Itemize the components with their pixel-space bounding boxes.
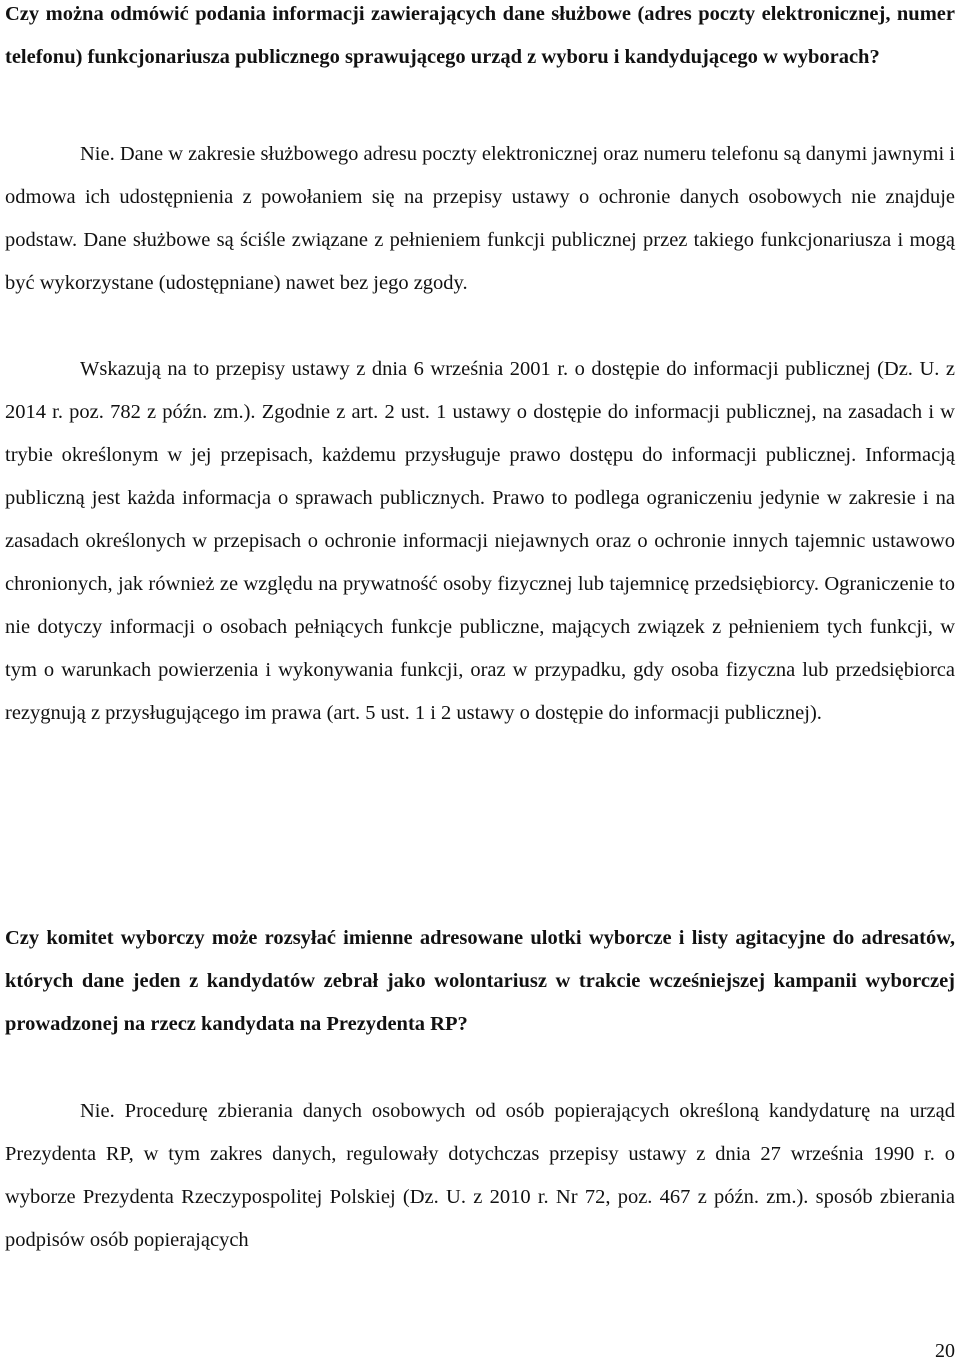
question-text: Czy komitet wyborczy może rozsyłać imienne adresowane ulotki wyborcze i listy agitacyjne do adresatów, których dane jeden z kandydatów zebrał jako wolontariusz w trakcie wcześniejszej kampanii wyborczej prowadzonej na rzecz kandydata na Prezydenta RP? [5, 927, 955, 1035]
question-1 [5, 0, 955, 79]
answer-1-continued [5, 348, 955, 735]
answer-paragraph: Nie. Procedurę zbierania danych osobowych od osób popierających określoną kandydaturę na urząd Prezydenta RP, w tym zakres danych, regulowały dotychczas przepisy ustawy z dnia 27 września 1990 r. o wyborze Prezydenta Rzeczypospolitej Polskiej (Dz. U. z 2010 r. Nr 72, poz. 467 z późn. zm.). sposób zbierania podpisów osób popierających [5, 1100, 955, 1251]
page-number: 20 [935, 1340, 955, 1362]
answer-paragraph: Wskazują na to przepisy ustawy z dnia 6 września 2001 r. o dostępie do informacji publicznej (Dz. U. z 2014 r. poz. 782 z późn. zm.). Zgodnie z art. 2 ust. 1 ustawy o dostępie do informacji publicznej, na zasadach i w trybie określonym w jej przepisach, każdemu przysługuje prawo dostępu do informacji publicznej. Informacją publiczną jest każda informacja o sprawach publicznych. Prawo to podlega ograniczeniu jedynie w zakresie i na zasadach określonych w przepisach o ochronie informacji niejawnych oraz o ochronie innych tajemnic ustawowo chronionych, jak również ze względu na prywatność osoby fizycznej lub tajemnicę przedsiębiorcy. Ograniczenie to nie dotyczy informacji o osobach pełniących funkcje publiczne, mających związek z pełnieniem tych funkcji, w tym o warunkach powierzenia i wykonywania funkcji, oraz w przypadku, gdy osoba fizyczna lub przedsiębiorca rezygnują z przysługującego im prawa (art. 5 ust. 1 i 2 ustawy o dostępie do informacji publicznej). [5, 358, 955, 724]
answer-paragraph: Nie. Dane w zakresie służbowego adresu poczty elektronicznej oraz numeru telefonu są danymi jawnymi i odmowa ich udostępnienia z powołaniem się na przepisy ustawy o ochronie danych osobowych nie znajduje podstaw. Dane służbowe są ściśle związane z pełnieniem funkcji publicznej przez takiego funkcjonariusza i mogą być wykorzystane (udostępniane) nawet bez jego zgody. [5, 143, 955, 294]
answer-1 [5, 133, 955, 305]
question-2 [5, 917, 955, 1046]
question-text: Czy można odmówić podania informacji zawierających dane służbowe (adres poczty elektronicznej, numer telefonu) funkcjonariusza publicznego sprawującego urząd z wyboru i kandydującego w wyborach? [5, 3, 955, 68]
answer-2 [5, 1090, 955, 1262]
